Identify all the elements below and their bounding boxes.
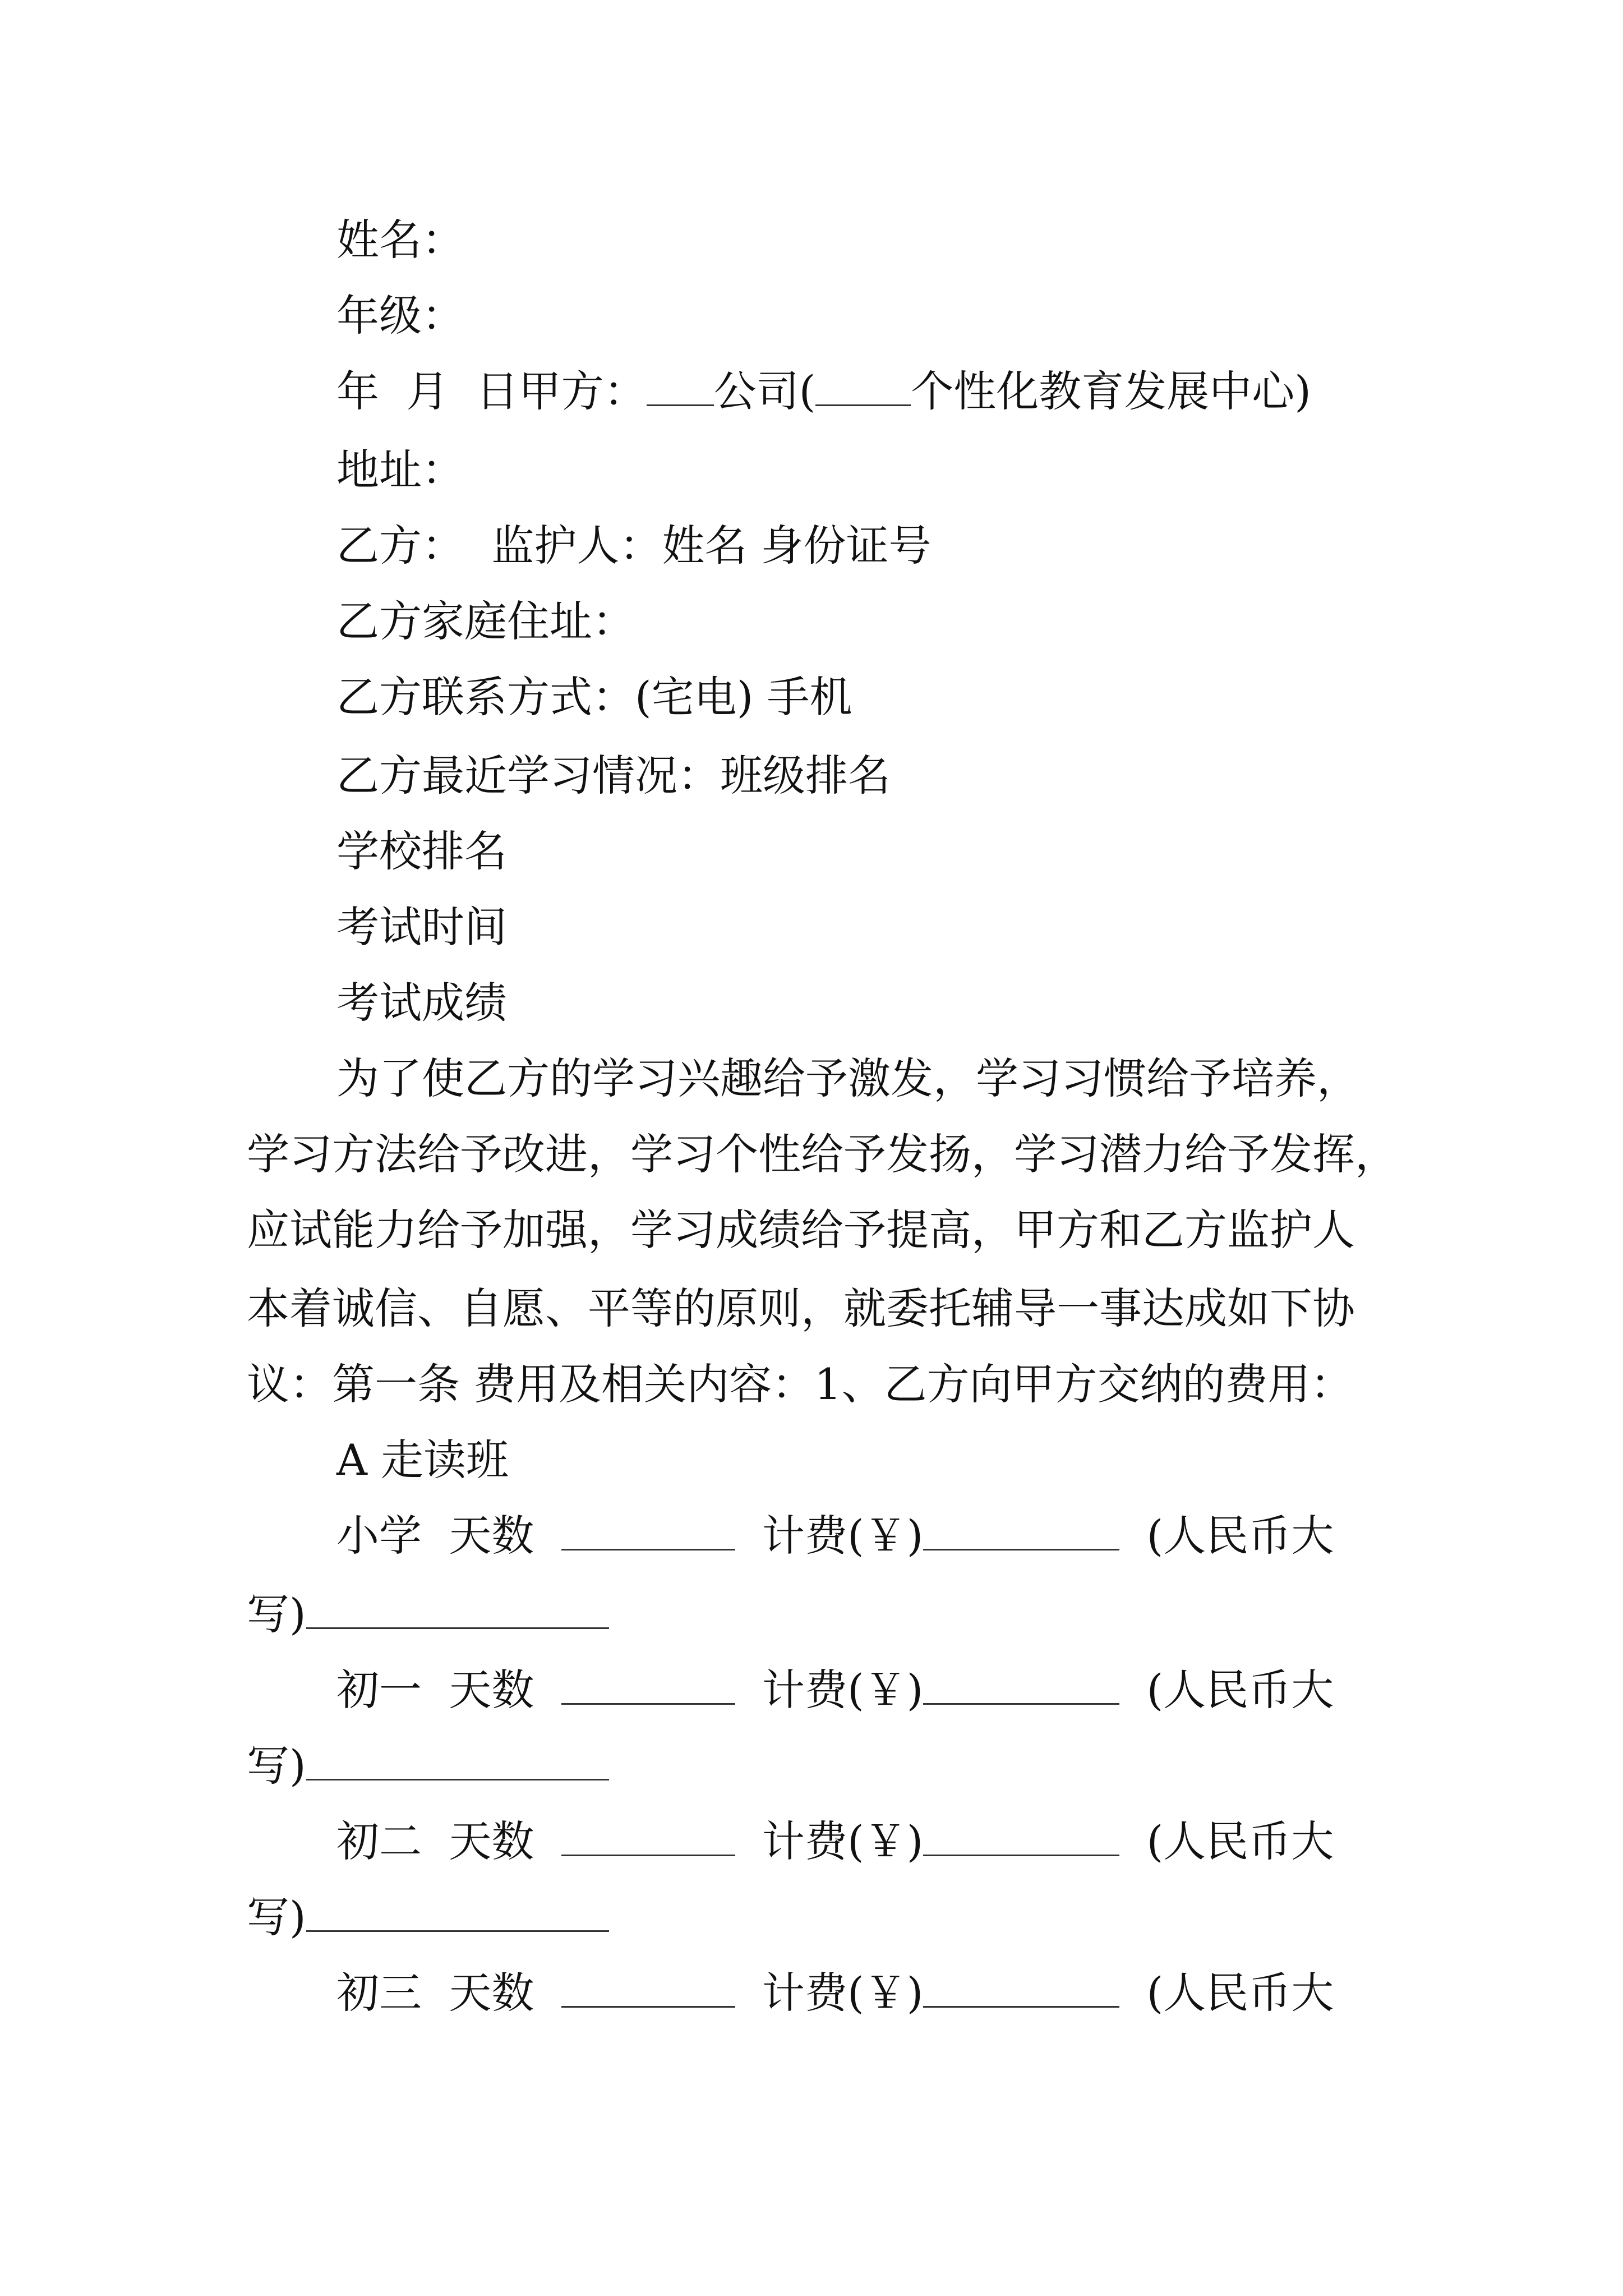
fee-row-continuation bbox=[0, 1890, 1623, 1944]
grade-label: 小学 bbox=[336, 1511, 422, 1561]
date-party-a-label: 年 月 日甲方： bbox=[336, 366, 647, 416]
company-suffix: 公司( bbox=[713, 366, 816, 416]
days-label: 天数 bbox=[449, 1665, 534, 1715]
paragraph-line-1: 为了使乙方的学习兴趣给予激发，学习习惯给予培养， bbox=[336, 1053, 1359, 1103]
rmb-label: (人民币大 bbox=[1146, 1511, 1334, 1561]
paragraph-line-3: 应试能力给予加强，学习成绩给予提高，甲方和乙方监护人 bbox=[247, 1205, 1355, 1255]
fee-row-continuation bbox=[0, 1739, 1623, 1793]
exam-score: 考试成绩 bbox=[336, 978, 507, 1028]
fee-blank bbox=[923, 1967, 1119, 2008]
fee-label: 计费(￥) bbox=[762, 1665, 924, 1715]
rmb-blank bbox=[306, 1588, 609, 1629]
rmb-label: (人民币大 bbox=[1146, 1968, 1334, 2018]
grade-label: 初一 bbox=[336, 1665, 422, 1715]
grade-label: 年级： bbox=[336, 291, 464, 341]
write-label: 写) bbox=[247, 1589, 306, 1639]
days-label: 天数 bbox=[449, 1968, 534, 2018]
fee-label: 计费(￥) bbox=[762, 1968, 924, 2018]
name-label: 姓名： bbox=[336, 215, 464, 265]
days-label: 天数 bbox=[449, 1816, 534, 1866]
days-blank bbox=[561, 1815, 735, 1856]
rmb-label: (人民币大 bbox=[1146, 1816, 1334, 1866]
fee-row bbox=[0, 1663, 1623, 1717]
party-b-study: 乙方最近学习情况：班级排名 bbox=[336, 751, 891, 800]
days-blank bbox=[561, 1510, 735, 1550]
party-b-home: 乙方家庭住址： bbox=[336, 596, 635, 646]
section-a-title: A 走读班 bbox=[336, 1435, 509, 1485]
fee-row-continuation bbox=[0, 1588, 1623, 1641]
fee-row bbox=[0, 1509, 1623, 1563]
school-rank: 学校排名 bbox=[336, 826, 507, 876]
fee-blank bbox=[923, 1815, 1119, 1856]
days-blank bbox=[561, 1664, 735, 1705]
fee-blank bbox=[923, 1664, 1119, 1705]
company-blank bbox=[647, 365, 714, 406]
fee-row bbox=[0, 1815, 1623, 1869]
paragraph-line-4: 本着诚信、自愿、平等的原则，就委托辅导一事达成如下协 bbox=[247, 1283, 1355, 1333]
address-label: 地址： bbox=[336, 445, 464, 495]
party-b-contact: 乙方联系方式：(宅电) 手机 bbox=[336, 672, 852, 722]
center-suffix: 个性化教育发展中心) bbox=[911, 366, 1311, 416]
grade-label: 初三 bbox=[336, 1968, 422, 2018]
rmb-label: (人民币大 bbox=[1146, 1665, 1334, 1715]
rmb-blank bbox=[306, 1740, 609, 1780]
days-label: 天数 bbox=[449, 1511, 534, 1561]
write-label: 写) bbox=[247, 1741, 306, 1791]
party-a-line bbox=[0, 365, 1623, 418]
days-blank bbox=[561, 1967, 735, 2008]
paragraph-line-2: 学习方法给予改进，学习个性给予发扬，学习潜力给予发挥， bbox=[247, 1129, 1398, 1179]
party-b-line: 乙方： 监护人：姓名 身份证号 bbox=[336, 521, 932, 570]
fee-row bbox=[0, 1966, 1623, 2020]
write-label: 写) bbox=[247, 1892, 306, 1942]
paragraph-line-5: 议：第一条 费用及相关内容：1、乙方向甲方交纳的费用： bbox=[247, 1359, 1353, 1409]
grade-label: 初二 bbox=[336, 1816, 422, 1866]
center-blank bbox=[815, 365, 911, 406]
fee-label: 计费(￥) bbox=[762, 1511, 924, 1561]
fee-blank bbox=[923, 1510, 1119, 1550]
exam-time: 考试时间 bbox=[336, 902, 507, 952]
rmb-blank bbox=[306, 1891, 609, 1932]
fee-label: 计费(￥) bbox=[762, 1816, 924, 1866]
